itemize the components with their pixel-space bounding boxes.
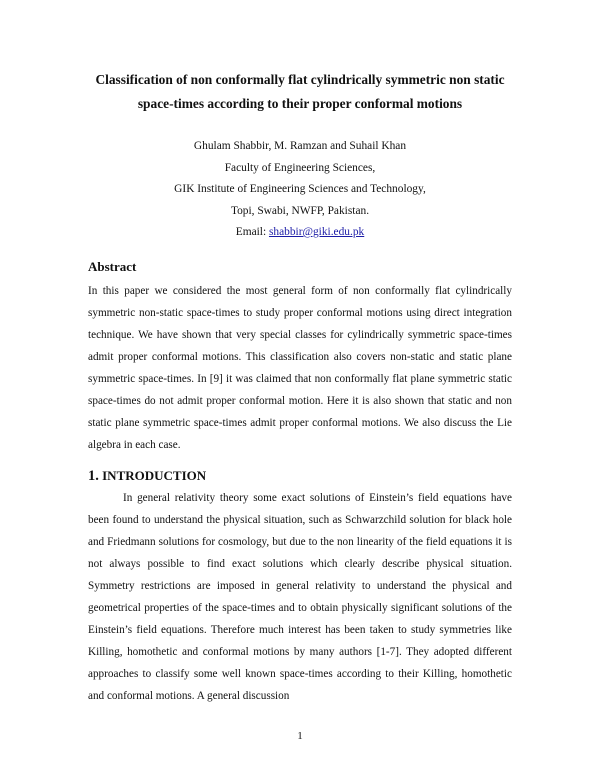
email-label: Email: xyxy=(235,226,269,238)
affiliation-faculty: Faculty of Engineering Sciences, xyxy=(224,161,376,174)
title-line-1: Classification of non conformally flat cylindrically symmetric non static xyxy=(95,72,505,87)
paper-title xyxy=(60,68,540,116)
abstract-text: In this paper we considered the most general form of non conformally flat cylindrically symmetric non-static space-times to study proper conformal motions using direct integration technique. We have shown that very special classes for cylindrically symmetric space-times admit proper conformal motions. This classification also covers non-static and static plane symmetric space-times. In [9] it was claimed that non conformally flat plane symmetric static space-times do not admit proper conformal motion. Here it is also shown that static and non static plane symmetric space-times admit proper conformal motions. We also discuss the Lie algebra in each case. xyxy=(88,285,512,451)
page-number: 1 xyxy=(297,730,303,742)
author-block xyxy=(150,136,450,244)
section-heading xyxy=(88,468,206,485)
email-line xyxy=(150,222,450,244)
abstract-heading: Abstract xyxy=(88,259,137,274)
introduction-paragraph xyxy=(88,487,512,707)
author-names: Ghulam Shabbir, M. Ramzan and Suhail Khan xyxy=(193,140,407,152)
introduction-text: In general relativity theory some exact solutions of Einstein’s field equations have been found to understand the physical situation, such as Schwarzchild solution for black hole and Friedmann solutions for cosmology, but due to the non linearity of the field equations it is not always possible to find exact solutions which clearly describe physical situation. Symmetry restrictions are imposed in general relativity to understand the physical and geometrical properties of the space-times and to obtain physically significant solutions of the Einstein’s field equations. Therefore much interest has been taken to study symmetries like Killing, homothetic and conformal motions by many authors [1-7]. They adopted different approaches to classify some well known space-times according to their Killing, homothetic and conformal motions. A general discussion xyxy=(88,492,512,702)
affiliation-institute: GIK Institute of Engineering Sciences and Technology, xyxy=(174,183,426,195)
affiliation-location: Topi, Swabi, NWFP, Pakistan. xyxy=(230,204,370,217)
section-title: INTRODUCTION xyxy=(102,468,207,483)
section-number: 1. xyxy=(88,468,99,484)
title-line-2: space-times according to their proper conformal motions xyxy=(137,96,463,111)
email-link[interactable]: shabbir@giki.edu.pk xyxy=(268,226,365,238)
